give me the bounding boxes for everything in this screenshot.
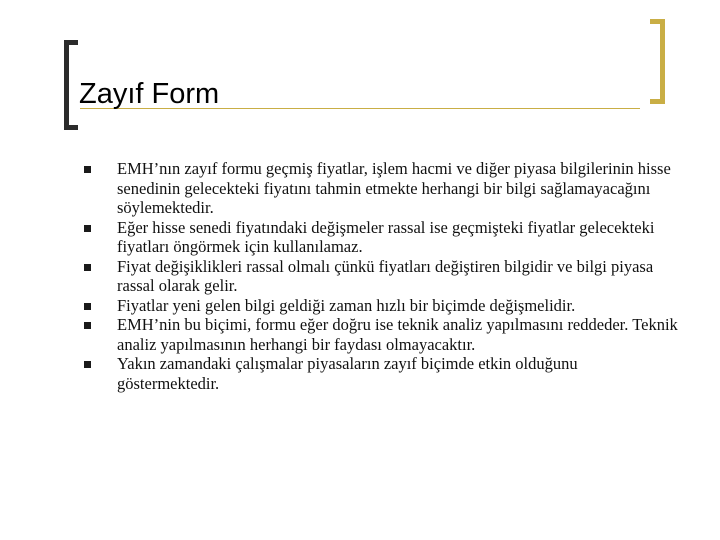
bullet-text: EMH’nin bu biçimi, formu eğer doğru ise teknik analiz yapılmasını reddeder. Teknik analiz yapılmasının herhangi bir faydası olmayacaktır. [117, 315, 678, 354]
bullet-item [78, 218, 678, 257]
bullet-item [78, 159, 678, 218]
square-bullet-icon [84, 166, 91, 173]
bullet-text: Fiyat değişiklikleri rassal olmalı çünkü fiyatları değiştiren bilgidir ve bilgi piyasa rassal olarak gelir. [117, 256, 654, 295]
bullet-text: Fiyatlar yeni gelen bilgi geldiği zaman hızlı bir biçimde değişmelidir. [117, 295, 576, 315]
bullet-text: EMH’nın zayıf formu geçmiş fiyatlar, işlem hacmi ve diğer piyasa bilgilerinin hisse senedinin gelecekteki fiyatını tahmin etmekte herhangi bir bilgi sağlamayacağını söylemektedir. [117, 159, 671, 217]
square-bullet-icon [84, 361, 91, 368]
slide-title: Zayıf Form [79, 78, 220, 110]
bullet-list [78, 159, 678, 393]
square-bullet-icon [84, 322, 91, 329]
square-bullet-icon [84, 225, 91, 232]
square-bullet-icon [84, 264, 91, 271]
bullet-item [78, 354, 678, 393]
bullet-item [78, 257, 678, 296]
bullet-text: Yakın zamandaki çalışmalar piyasaların zayıf biçimde etkin olduğunu göstermektedir. [117, 354, 578, 393]
bullet-item [78, 315, 678, 354]
bullet-item [78, 296, 678, 316]
bullet-text: Eğer hisse senedi fiyatındaki değişmeler rassal ise geçmişteki fiyatlar gelecekteki fiyatları öngörmek için kullanılamaz. [117, 217, 655, 256]
left-bracket-decoration [64, 40, 78, 130]
square-bullet-icon [84, 303, 91, 310]
right-bracket-decoration [650, 19, 665, 104]
